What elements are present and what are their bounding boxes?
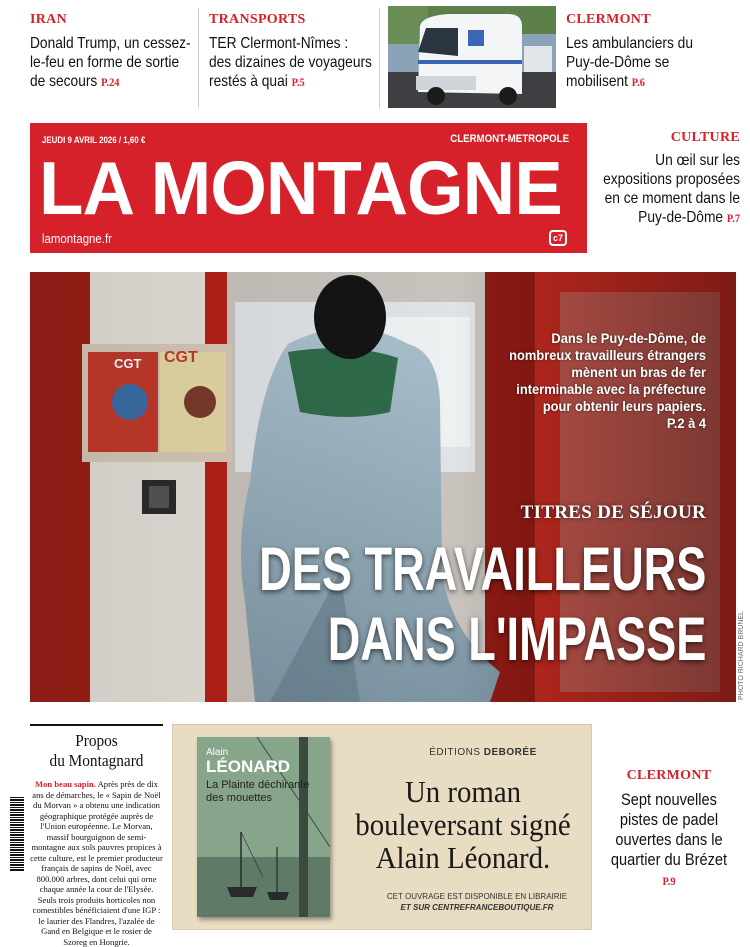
ambulance-image <box>388 6 556 108</box>
teaser-ambulance[interactable] <box>566 12 741 92</box>
column-propos[interactable] <box>30 724 163 947</box>
teaser-text: Sept nouvelles pistes de padel ouvertes dans le quartier du Brézet P.9 <box>610 790 728 888</box>
book-cover <box>197 737 330 917</box>
book-author-last: LÉONARD <box>206 757 291 776</box>
newspaper-title: LA MONTAGNE <box>39 146 562 230</box>
teaser-iran[interactable] <box>30 12 192 92</box>
issue-date: JEUDI 9 AVRIL 2026 / 1,60 € <box>42 135 146 145</box>
hero-headline[interactable] <box>259 534 706 674</box>
hero-blurb: Dans le Puy-de-Dôme, de nombreux travailleurs étrangers mènent un bras de fer interminable avec la préfecture pour obtenir leurs papiers. P.2 à 4 <box>509 330 706 431</box>
group-logo-icon: c7 <box>549 230 567 246</box>
ambulance-photo[interactable] <box>388 6 556 108</box>
publisher: ÉDITIONS DEBORÉE <box>429 747 537 758</box>
headline-line: DANS L'IMPASSE <box>327 605 706 673</box>
website-link[interactable]: lamontagne.fr <box>42 231 112 246</box>
ad-availability: CET OUVRAGE EST DISPONIBLE EN LIBRAIRIE ET SUR CENTREFRANCEBOUTIQUE.FR <box>386 892 568 912</box>
teaser-kicker: CLERMONT <box>566 12 651 27</box>
column-lead: Mon beau sapin. <box>35 779 96 789</box>
barcode-icon <box>10 797 24 872</box>
teaser-transports[interactable] <box>209 12 379 92</box>
page-ref: P.7 <box>726 211 740 225</box>
headline-line: DES TRAVAILLEURS <box>258 535 706 603</box>
page-ref: P.5 <box>291 75 305 89</box>
teaser-kicker: TRANSPORTS <box>209 12 306 27</box>
photo-credit: PHOTO RICHARD BRUNEL <box>738 611 745 700</box>
teaser-text: Les ambulanciers du Puy-de-Dôme se mobilisent P.6 <box>566 35 693 90</box>
page-ref: P.6 <box>631 75 645 89</box>
page-ref: P.9 <box>662 874 676 888</box>
teaser-kicker: CULTURE <box>670 130 740 145</box>
book-title: La Plainte déchirante des mouettes <box>206 779 310 804</box>
edition-name: CLERMONT-METROPOLE <box>450 133 569 145</box>
teaser-kicker: IRAN <box>30 12 67 27</box>
teaser-text: Donald Trump, un cessez-le-feu en forme de sortie de secours P.24 <box>30 35 191 90</box>
ad-slogan: Un roman bouleversant signé Alain Léonard. <box>355 774 571 875</box>
teaser-kicker: CLERMONT <box>626 768 712 783</box>
teaser-padel[interactable] <box>598 768 740 891</box>
hero-kicker: TITRES DE SÉJOUR <box>520 502 706 523</box>
hero-story[interactable] <box>30 272 736 702</box>
divider <box>379 8 380 108</box>
page-ref: P.2 à 4 <box>666 415 706 431</box>
teaser-text: Un œil sur les expositions proposées en ce moment dans le Puy-de-Dôme P.7 <box>603 152 740 226</box>
masthead[interactable] <box>30 123 587 253</box>
divider <box>30 724 163 726</box>
divider <box>198 8 199 108</box>
teaser-culture[interactable] <box>595 130 740 228</box>
column-body: Mon beau sapin. Après près de dix ans de démarches, le « Sapin de Noël du Morvan » a obtenu une indication géographique protégée auprès de l'Union européenne. Le Morvan, massif bourguignon de semi-montagne aux sols pauvres propices à cette culture, est le premier producteur français de sapins de Noël, avec 800.000 arbres, dont celui qui orne chaque année la cour de l'Elysée. Seuls trois produits horticoles non comestibles bénéficiaient d'une IGP : le laurier des Flandres, l'azalée de Gand en Belgique et le rosier de Szoreg en Hongrie. <box>30 779 163 947</box>
book-advertisement[interactable] <box>172 724 592 930</box>
column-title: Propos du Montagnard <box>49 731 144 770</box>
teaser-text: TER Clermont-Nîmes : des dizaines de voyageurs restés à quai P.5 <box>209 35 372 90</box>
book-author-first: Alain <box>206 747 229 758</box>
page-ref: P.24 <box>101 75 120 89</box>
